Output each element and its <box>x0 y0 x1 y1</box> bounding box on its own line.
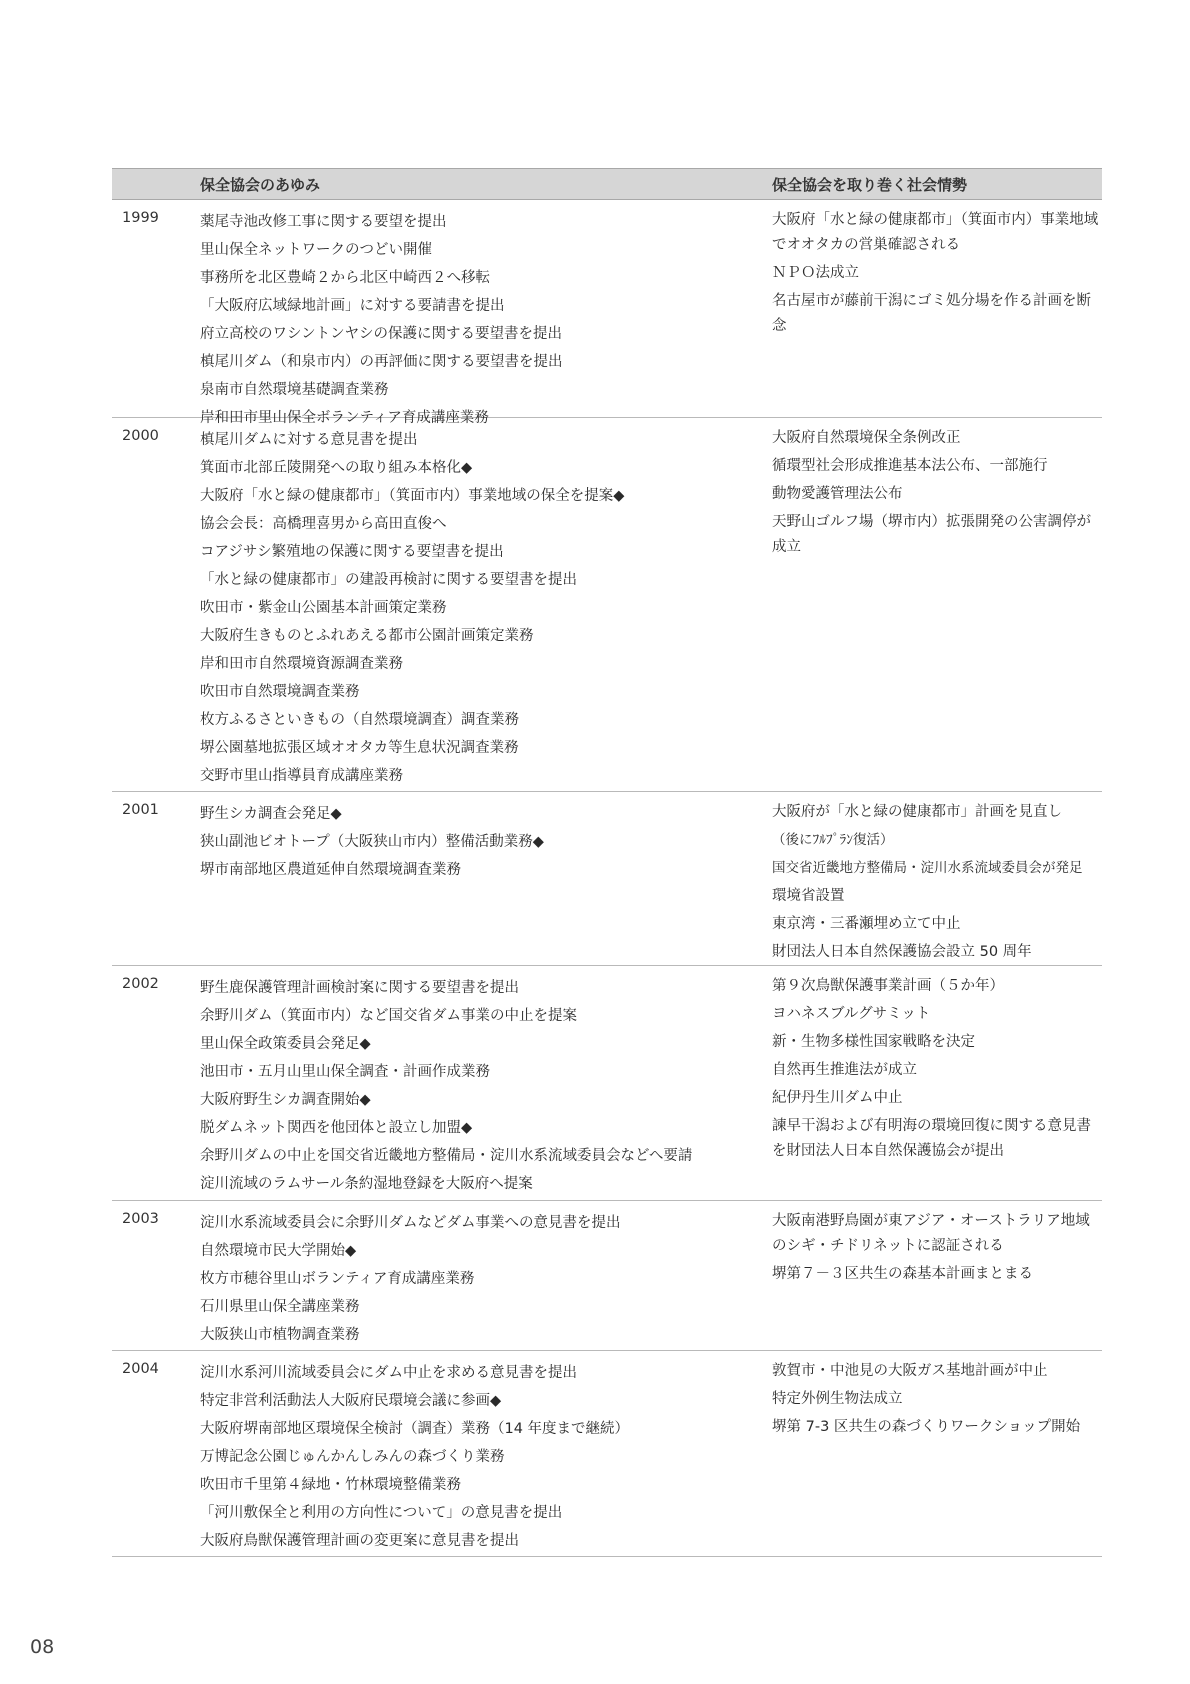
social-item: ヨハネスブルグサミット <box>772 1006 931 1022</box>
history-item: 淀川水系流域委員会に余野川ダムなどダム事業への意見書を提出 <box>200 1215 621 1231</box>
history-item: 協会会長：高橋理喜男から高田直俊へ <box>200 516 447 532</box>
history-item: 吹田市・紫金山公園基本計画策定業務 <box>200 600 447 616</box>
history-item: 野生鹿保護管理計画検討案に関する要望書を提出 <box>200 980 519 996</box>
social-item: 環境省設置 <box>772 888 845 904</box>
history-list <box>200 1209 760 1349</box>
history-item: 枚方ふるさといきもの（自然環境調査）調査業務 <box>200 712 519 728</box>
history-item: 岸和田市里山保全ボランティア育成講座業務 <box>200 410 489 426</box>
history-list <box>200 426 760 790</box>
header-social: 保全協会を取り巻く社会情勢 <box>772 176 968 194</box>
history-item: 槙尾川ダムに対する意見書を提出 <box>200 432 418 448</box>
history-item: 特定非営利活動法人大阪府民環境会議に参画◆ <box>200 1393 502 1409</box>
social-item: 東京湾・三番瀬埋め立て中止 <box>772 916 961 932</box>
history-item: 大阪府「水と緑の健康都市」（箕面市内）事業地域の保全を提案◆ <box>200 488 625 504</box>
history-item: 泉南市自然環境基礎調査業務 <box>200 382 389 398</box>
history-list <box>200 800 760 884</box>
history-item: 淀川流域のラムサール条約湿地登録を大阪府へ提案 <box>200 1176 533 1192</box>
year-label: 2004 <box>122 1361 159 1377</box>
social-item: 天野山ゴルフ場（堺市内）拡張開発の公害調停が成立 <box>772 514 1091 555</box>
table-row <box>112 792 1102 966</box>
social-item: 大阪府が「水と緑の健康都市」計画を見直し <box>772 804 1062 820</box>
social-item: 諫早干潟および有明海の環境回復に関する意見書を財団法人日本自然保護協会が提出 <box>772 1118 1091 1159</box>
table-row <box>112 418 1102 792</box>
history-item: 薬尾寺池改修工事に関する要望を提出 <box>200 214 447 230</box>
social-list <box>772 974 1102 1167</box>
header-history: 保全協会のあゆみ <box>200 176 321 194</box>
history-table <box>112 168 1102 1557</box>
year-label: 1999 <box>122 210 159 226</box>
history-item: 脱ダムネット関西を他団体と設立し加盟◆ <box>200 1120 473 1136</box>
social-item: 紀伊丹生川ダム中止 <box>772 1090 903 1106</box>
history-list <box>200 208 760 432</box>
history-item: 府立高校のワシントンヤシの保護に関する要望書を提出 <box>200 326 562 342</box>
social-item: （後にﾌﾙﾌﾟﾗﾝ復活） <box>772 832 894 848</box>
table-row <box>112 1351 1102 1557</box>
history-item: 野生シカ調査会発足◆ <box>200 806 342 822</box>
social-item: 第９次鳥獣保護事業計画（５か年） <box>772 978 1004 994</box>
year-label: 2002 <box>122 976 159 992</box>
history-item: 余野川ダム（箕面市内）など国交省ダム事業の中止を提案 <box>200 1008 577 1024</box>
history-item: 岸和田市自然環境資源調査業務 <box>200 656 403 672</box>
social-list <box>772 800 1102 968</box>
social-item: 特定外例生物法成立 <box>772 1391 903 1407</box>
social-list <box>772 1359 1102 1443</box>
social-item: 新・生物多様性国家戦略を決定 <box>772 1034 975 1050</box>
history-item: 淀川水系河川流域委員会にダム中止を求める意見書を提出 <box>200 1365 577 1381</box>
history-list <box>200 1359 760 1555</box>
social-list <box>772 426 1102 563</box>
history-item: 狭山副池ビオトープ（大阪狭山市内）整備活動業務◆ <box>200 834 544 850</box>
social-list <box>772 1209 1102 1290</box>
table-row <box>112 966 1102 1201</box>
history-item: 池田市・五月山里山保全調査・計画作成業務 <box>200 1064 490 1080</box>
history-list <box>200 974 760 1198</box>
social-item: 堺第 7-3 区共生の森づくりワークショップ開始 <box>772 1419 1081 1435</box>
social-item: 名古屋市が藤前干潟にゴミ処分場を作る計画を断念 <box>772 293 1091 334</box>
table-row <box>112 200 1102 426</box>
social-item: ＮＰＯ法成立 <box>772 265 859 281</box>
social-item: 敦賀市・中池見の大阪ガス基地計画が中止 <box>772 1363 1048 1379</box>
history-item: 堺公園墓地拡張区域オオタカ等生息状況調査業務 <box>200 740 519 756</box>
social-item: 動物愛護管理法公布 <box>772 486 903 502</box>
year-label: 2003 <box>122 1211 159 1227</box>
history-item: 余野川ダムの中止を国交省近畿地方整備局・淀川水系流域委員会などへ要請 <box>200 1148 693 1164</box>
social-item: 大阪南港野鳥園が東アジア・オーストラリア地域のシギ・チドリネットに認証される <box>772 1213 1090 1254</box>
social-item: 大阪府「水と緑の健康都市」（箕面市内）事業地域でオオタカの営巣確認される <box>772 212 1099 253</box>
history-item: 「河川敷保全と利用の方向性について」の意見書を提出 <box>200 1505 563 1521</box>
history-item: 「水と緑の健康都市」の建設再検討に関する要望書を提出 <box>200 572 577 588</box>
page-number: 08 <box>30 1636 55 1658</box>
history-item: 吹田市自然環境調査業務 <box>200 684 360 700</box>
history-item: 事務所を北区豊崎２から北区中崎西２へ移転 <box>200 270 490 286</box>
social-item: 自然再生推進法が成立 <box>772 1062 917 1078</box>
history-item: 大阪府野生シカ調査開始◆ <box>200 1092 371 1108</box>
history-item: 大阪狭山市植物調査業務 <box>200 1327 360 1343</box>
history-item: 槙尾川ダム（和泉市内）の再評価に関する要望書を提出 <box>200 354 563 370</box>
table-header <box>112 168 1102 200</box>
history-item: 大阪府生きものとふれあえる都市公園計画策定業務 <box>200 628 534 644</box>
history-item: コアジサシ繁殖地の保護に関する要望書を提出 <box>200 544 504 560</box>
social-item: 大阪府自然環境保全条例改正 <box>772 430 961 446</box>
history-item: 大阪府堺南部地区環境保全検討（調査）業務（14 年度まで継続） <box>200 1421 630 1437</box>
year-label: 2000 <box>122 428 159 444</box>
history-item: 「大阪府広域緑地計画」に対する要請書を提出 <box>200 298 505 314</box>
social-item: 財団法人日本自然保護協会設立 50 周年 <box>772 944 1032 960</box>
history-item: 箕面市北部丘陵開発への取り組み本格化◆ <box>200 460 473 476</box>
history-item: 万博記念公園じゅんかんしみんの森づくり業務 <box>200 1449 505 1465</box>
history-item: 堺市南部地区農道延伸自然環境調査業務 <box>200 862 461 878</box>
history-item: 石川県里山保全講座業務 <box>200 1299 360 1315</box>
history-item: 里山保全ネットワークのつどい開催 <box>200 242 432 258</box>
history-item: 自然環境市民大学開始◆ <box>200 1243 357 1259</box>
social-list <box>772 208 1102 342</box>
history-item: 交野市里山指導員育成講座業務 <box>200 768 403 784</box>
history-item: 吹田市千里第４緑地・竹林環境整備業務 <box>200 1477 461 1493</box>
social-item: 堺第７－３区共生の森基本計画まとまる <box>772 1266 1033 1282</box>
social-item: 国交省近畿地方整備局・淀川水系流域委員会が発足 <box>772 860 1083 876</box>
year-label: 2001 <box>122 802 159 818</box>
table-row <box>112 1201 1102 1351</box>
social-item: 循環型社会形成推進基本法公布、一部施行 <box>772 458 1048 474</box>
history-item: 大阪府鳥獣保護管理計画の変更案に意見書を提出 <box>200 1533 519 1549</box>
history-item: 里山保全政策委員会発足◆ <box>200 1036 371 1052</box>
history-item: 枚方市穂谷里山ボランティア育成講座業務 <box>200 1271 475 1287</box>
